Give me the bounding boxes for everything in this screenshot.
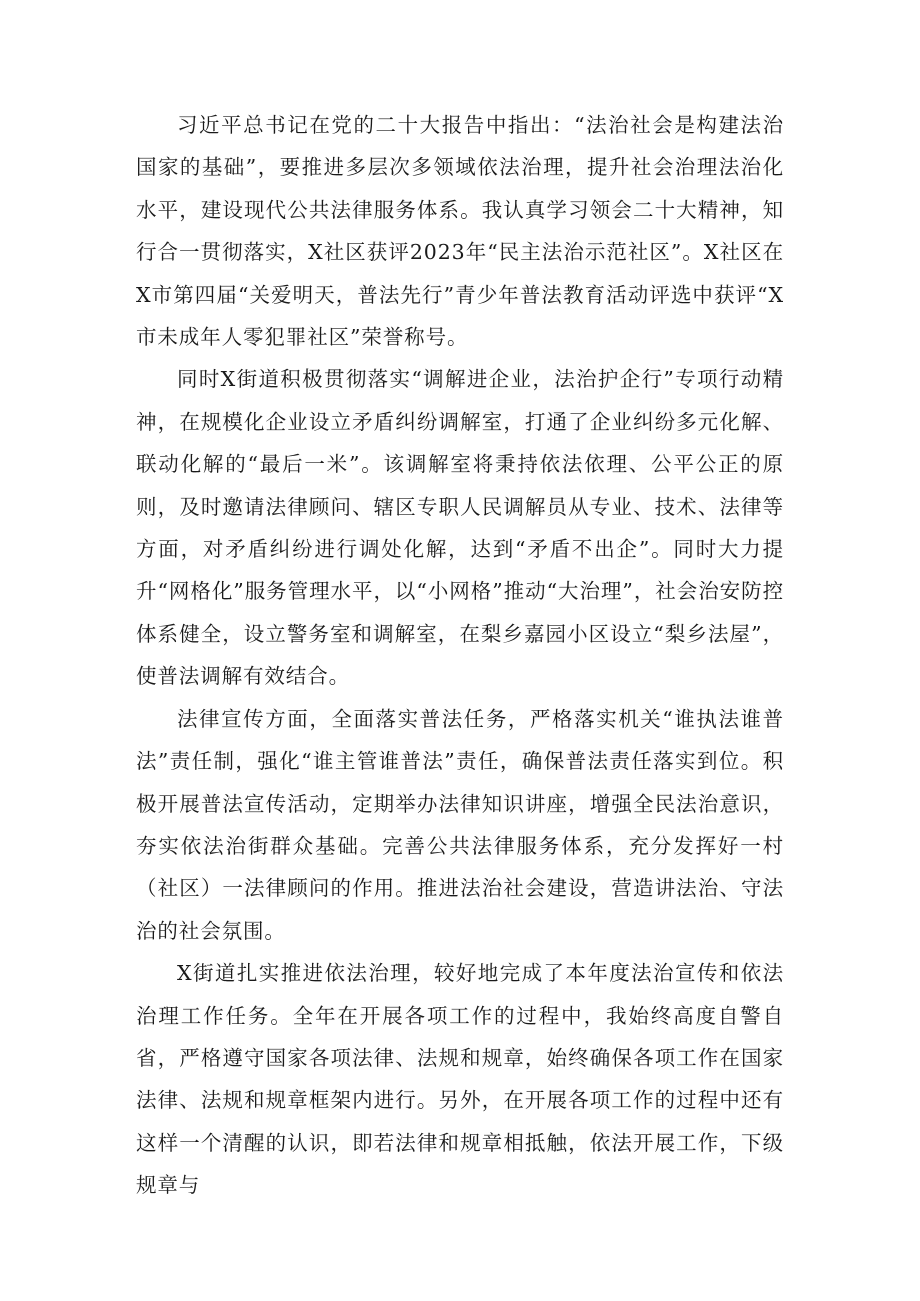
paragraph: 习近平总书记在党的二十大报告中指出：“法治社会是构建法治国家的基础”，要推进多层次多领域依法治理，提升社会治理法治化水平，建设现代公共法律服务体系。我认真学习领会二十大精神，知行合一贯彻落实，X社区获评2023年“民主法治示范社区”。X社区在X市第四届“关爱明天，普法先行”青少年普法教育活动评选中获评“X市未成年人零犯罪社区”荣誉称号。 xyxy=(136,113,784,350)
paragraph: 法律宣传方面，全面落实普法任务，严格落实机关“谁执法谁普法”责任制，强化“谁主管谁普法”责任，确保普法责任落实到位。积极开展普法宣传活动，定期举办法律知识讲座，增强全民法治意识，夯实依法治街群众基础。完善公共法律服务体系，充分发挥好一村（社区）一法律顾问的作用。推进法治社会建设，营造讲法治、守法治的社会氛围。 xyxy=(136,706,784,943)
paragraph: X街道扎实推进依法治理，较好地完成了本年度法治宣传和依法治理工作任务。全年在开展各项工作的过程中，我始终高度自警自省，严格遵守国家各项法律、法规和规章，始终确保各项工作在国家法律、法规和规章框架内进行。另外，在开展各项工作的过程中还有这样一个清醒的认识，即若法律和规章相抵触，依法开展工作，下级规章与 xyxy=(136,961,784,1198)
document-body xyxy=(136,104,784,1207)
paragraph: 同时X街道积极贯彻落实“调解进企业，法治护企行”专项行动精神，在规模化企业设立矛盾纠纷调解室，打通了企业纠纷多元化解、联动化解的“最后一米”。该调解室将秉持依法依理、公平公正的原则，及时邀请法律顾问、辖区专职人民调解员从专业、技术、法律等方面，对矛盾纠纷进行调处化解，达到“矛盾不出企”。同时大力提升“网格化”服务管理水平，以“小网格”推动“大治理”，社会治安防控体系健全，设立警务室和调解室，在梨乡嘉园小区设立“梨乡法屋”，使普法调解有效结合。 xyxy=(136,367,784,689)
